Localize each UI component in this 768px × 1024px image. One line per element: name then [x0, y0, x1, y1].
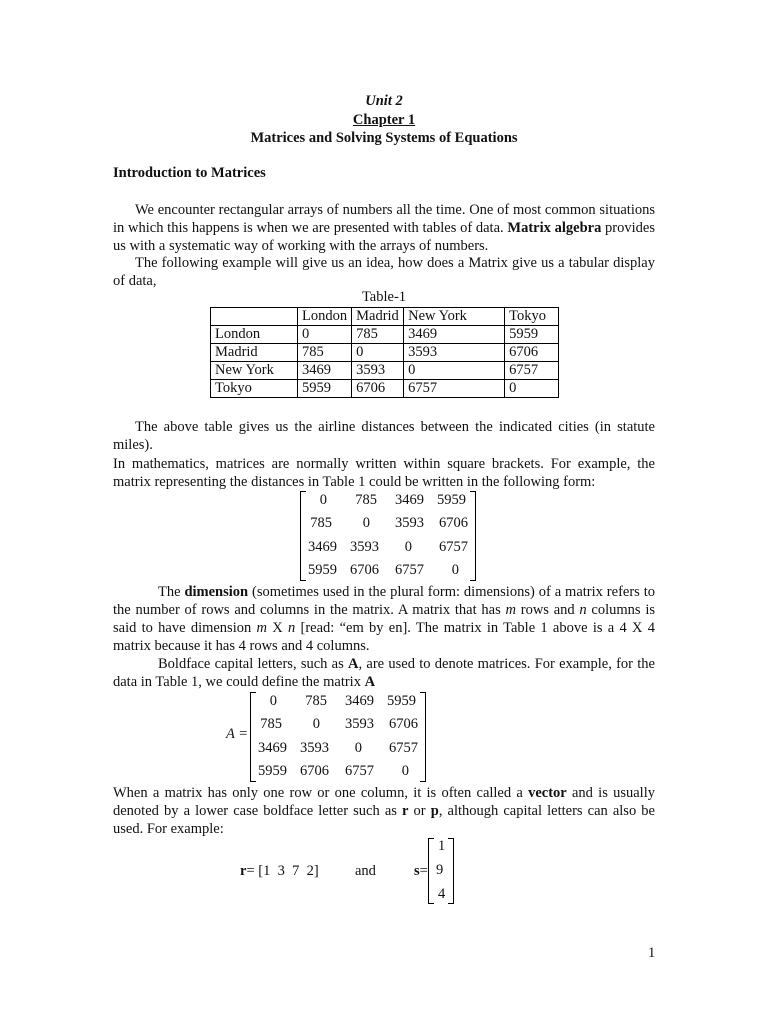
- paragraph-boldface: Boldface capital letters, such as A, are used to denote matrices. For example, for the data in Table 1, we could define the matrix A: [113, 656, 655, 690]
- matrix-cell: 3469: [395, 492, 424, 508]
- table-cell: 0: [404, 362, 505, 380]
- paragraph-intro: We encounter rectangular arrays of numbers all the time. One of most common situations in which this happens is when we are presented with tables of data. Matrix algebra provides us with a systematic way of working with the arrays of numbers.: [113, 202, 655, 254]
- table-row: [211, 344, 559, 362]
- paragraph-table-desc: The above table gives us the airline distances between the indicated cities (in statute miles).: [113, 419, 655, 453]
- distance-table: [210, 307, 559, 398]
- table-cell: 5959: [505, 326, 559, 344]
- table-cell: 6757: [404, 380, 505, 398]
- matrix-cell: 6757: [395, 562, 424, 578]
- matrix-cell: 3469: [258, 740, 287, 756]
- table-cell: Madrid: [211, 344, 298, 362]
- paragraph-dimension: The dimension (sometimes used in the plural form: dimensions) of a matrix refers to the number of rows and columns in the matrix. A matrix that has m rows and n columns is said to have dimension m X n [read: “em by en]. The matrix in Table 1 above is a 4 X 4 matrix because it has 4 rows and 4 columns.: [113, 584, 655, 654]
- matrix-right-bracket: [470, 491, 476, 581]
- matrix-cell: 0: [312, 716, 320, 732]
- matrix-cell: 0: [354, 740, 362, 756]
- table-cell: 6706: [505, 344, 559, 362]
- matrix-cell: 6706: [389, 716, 418, 732]
- matrix-a-label: A =: [226, 726, 249, 742]
- table-cell: 0: [298, 326, 352, 344]
- vector-left-bracket: [428, 838, 434, 904]
- table-header-cell: Madrid: [352, 308, 404, 326]
- vector-cell: 4: [438, 886, 446, 902]
- matrix-right-bracket: [420, 692, 426, 782]
- matrix-cell: 785: [310, 515, 332, 531]
- vector-cell: 1: [438, 838, 446, 854]
- table-header-cell: New York: [404, 308, 505, 326]
- table-cell: London: [211, 326, 298, 344]
- matrix-cell: 5959: [258, 763, 287, 779]
- matrix-cell: 5959: [308, 562, 337, 578]
- table-cell: 6706: [352, 380, 404, 398]
- table-cell: 0: [505, 380, 559, 398]
- distance-matrix: [300, 489, 480, 583]
- table-cell: 6757: [505, 362, 559, 380]
- matrix-cell: 785: [305, 693, 327, 709]
- matrix-cell: 0: [451, 562, 459, 578]
- matrix-cell: 5959: [387, 693, 416, 709]
- vector-cell: 9: [436, 862, 444, 878]
- table-cell: 0: [352, 344, 404, 362]
- table-cell: 3469: [298, 362, 352, 380]
- matrix-cell: 6706: [300, 763, 329, 779]
- matrix-cell: 3593: [395, 515, 424, 531]
- table-row: [211, 326, 559, 344]
- matrix-cell: 6757: [439, 539, 468, 555]
- column-vector-s-label: s=: [414, 863, 428, 879]
- table-caption: Table-1: [361, 289, 407, 305]
- table-cell: 785: [298, 344, 352, 362]
- paragraph-brackets: In mathematics, matrices are normally written within square brackets. For example, the matrix representing the distances in Table 1 could be written in the following form:: [113, 456, 655, 490]
- matrix-cell: 0: [362, 515, 370, 531]
- page-title: Matrices and Solving Systems of Equations: [250, 130, 518, 146]
- matrix-cell: 0: [319, 492, 327, 508]
- matrix-cell: 785: [355, 492, 377, 508]
- and-label: and: [355, 863, 376, 879]
- matrix-cell: 0: [404, 539, 412, 555]
- matrix-cell: 3593: [350, 539, 379, 555]
- table-header-cell: London: [298, 308, 352, 326]
- table-header-row: [211, 308, 559, 326]
- table-cell: 5959: [298, 380, 352, 398]
- chapter-label: Chapter 1: [352, 112, 416, 128]
- matrix-cell: 0: [401, 763, 409, 779]
- table-cell: Tokyo: [211, 380, 298, 398]
- table-row: [211, 380, 559, 398]
- paragraph-vector: When a matrix has only one row or one column, it is often called a vector and is usually denoted by a lower case boldface letter such as r or p, although capital letters can also be used. For example:: [113, 785, 655, 837]
- matrix-cell: 3593: [300, 740, 329, 756]
- section-heading: Introduction to Matrices: [113, 165, 266, 181]
- row-vector-r: r= [1 3 7 2]: [240, 863, 319, 879]
- table-header-cell: [211, 308, 298, 326]
- matrix-cell: 6706: [350, 562, 379, 578]
- paragraph-example: The following example will give us an idea, how does a Matrix give us a tabular display of data,: [113, 255, 655, 289]
- table-cell: 3593: [404, 344, 505, 362]
- table-cell: 785: [352, 326, 404, 344]
- matrix-cell: 3469: [345, 693, 374, 709]
- column-vector-s: [428, 836, 454, 906]
- matrix-a: [250, 690, 430, 784]
- table-cell: New York: [211, 362, 298, 380]
- vector-right-bracket: [448, 838, 454, 904]
- matrix-cell: 6757: [389, 740, 418, 756]
- matrix-cell: 6706: [439, 515, 468, 531]
- table-header-cell: Tokyo: [505, 308, 559, 326]
- table-cell: 3593: [352, 362, 404, 380]
- matrix-cell: 0: [269, 693, 277, 709]
- table-cell: 3469: [404, 326, 505, 344]
- matrix-cell: 3593: [345, 716, 374, 732]
- page-number: 1: [648, 945, 656, 961]
- matrix-cell: 785: [260, 716, 282, 732]
- matrix-cell: 5959: [437, 492, 466, 508]
- matrix-cell: 3469: [308, 539, 337, 555]
- unit-label: Unit 2: [365, 93, 403, 109]
- table-row: [211, 362, 559, 380]
- matrix-cell: 6757: [345, 763, 374, 779]
